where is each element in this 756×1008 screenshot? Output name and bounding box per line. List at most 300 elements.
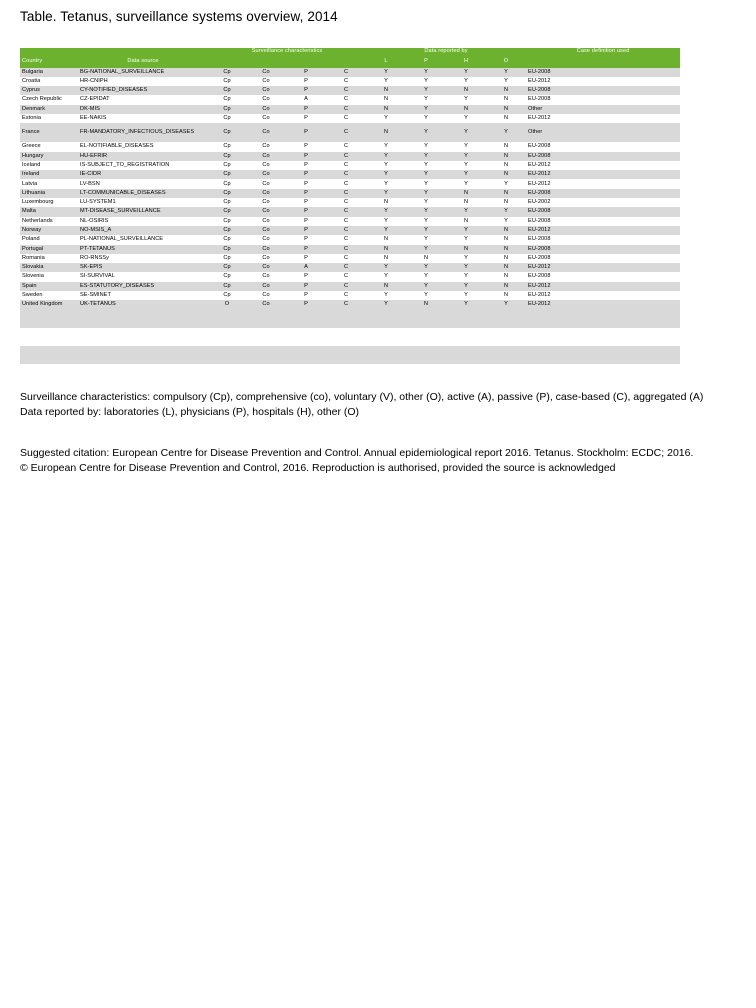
cell-sc-active-passive: P — [286, 207, 326, 216]
cell-case-definition: EU-2008 — [526, 207, 680, 216]
cell-empty — [406, 328, 446, 346]
cell-sc-case-based: C — [326, 189, 366, 198]
cell-sc-active-passive: P — [304, 77, 308, 84]
cell-sc-case-based: C — [343, 273, 349, 280]
cell-case-definition: EU-2008 — [526, 152, 680, 161]
cell-reported-other: N — [503, 199, 509, 206]
cell-reported-other: N — [486, 86, 526, 95]
cell-sc-compulsory: Cp — [208, 105, 246, 114]
cell-sc-compulsory: Cp — [223, 273, 231, 280]
cell-case-definition: EU-2012 — [526, 170, 680, 179]
cell-reported-hospitals: Y — [464, 115, 468, 122]
cell-reported-laboratories: Y — [366, 300, 406, 309]
cell-reported-hospitals: Y — [446, 152, 486, 161]
cell-reported-other: N — [503, 161, 509, 168]
cell-empty — [208, 346, 246, 364]
cell-data-source: SI-SURVIVAL — [80, 273, 115, 280]
cell-reported-hospitals: Y — [446, 170, 486, 179]
cell-reported-physicians: Y — [406, 123, 446, 142]
cell-country: Czech Republic — [22, 96, 62, 103]
cell-reported-other: N — [486, 226, 526, 235]
cell-reported-laboratories: Y — [384, 292, 388, 299]
table-row — [20, 95, 680, 104]
cell-sc-case-based: C — [326, 245, 366, 254]
cell-sc-compulsory: Cp — [223, 161, 231, 168]
header-case-definition-used: Case definition used — [526, 48, 680, 56]
table-row — [20, 217, 680, 226]
cell-sc-case-based: C — [326, 86, 366, 95]
cell-reported-physicians: Y — [424, 180, 428, 187]
cell-sc-comprehensive: Co — [246, 189, 286, 198]
cell-case-definition: EU-2012 — [528, 292, 551, 299]
cell-sc-comprehensive: Co — [246, 245, 286, 254]
cell-data-source: CY-NOTIFIED_DISEASES — [78, 86, 208, 95]
cell-empty — [246, 310, 286, 328]
cell-sc-comprehensive: Co — [262, 115, 270, 122]
table-row — [20, 282, 680, 291]
cell-reported-hospitals: Y — [464, 236, 468, 243]
cell-sc-active-passive: P — [286, 86, 326, 95]
cell-country: Hungary — [20, 152, 78, 161]
table-filler-row — [20, 346, 680, 364]
cell-reported-physicians: Y — [406, 207, 446, 216]
cell-reported-other: N — [503, 96, 509, 103]
cell-sc-compulsory: Cp — [223, 292, 231, 299]
cell-sc-comprehensive: Co — [246, 170, 286, 179]
cell-sc-compulsory: Cp — [223, 180, 231, 187]
cell-data-source: PL-NATIONAL_SURVEILLANCE — [80, 236, 164, 243]
cell-data-source: EE-NAKIS — [80, 115, 107, 122]
cell-empty — [486, 310, 526, 328]
cell-reported-physicians: Y — [424, 96, 428, 103]
cell-country: Latvia — [22, 180, 38, 187]
cell-sc-compulsory: Cp — [223, 254, 231, 261]
cell-reported-hospitals: Y — [464, 77, 468, 84]
cell-reported-other: N — [486, 189, 526, 198]
cell-empty — [78, 310, 208, 328]
cell-reported-laboratories: Y — [384, 161, 388, 168]
cell-empty — [20, 328, 78, 346]
cell-reported-physicians: Y — [406, 86, 446, 95]
cell-empty — [286, 328, 326, 346]
cell-case-definition: EU-2008 — [528, 217, 551, 224]
cell-reported-hospitals: Y — [464, 254, 468, 261]
cell-sc-compulsory: O — [208, 300, 246, 309]
cell-reported-hospitals: N — [446, 189, 486, 198]
table-row — [20, 170, 680, 179]
cell-data-source: FR-​MANDATORY_INFECTIOUS_DISEASES — [78, 123, 208, 142]
table-filler-row — [20, 310, 680, 328]
cell-country: Cyprus — [20, 86, 78, 95]
cell-reported-laboratories: N — [383, 236, 389, 243]
cell-sc-case-based: C — [343, 161, 349, 168]
cell-empty — [446, 346, 486, 364]
table-row — [20, 198, 680, 207]
cell-reported-hospitals: Y — [446, 68, 486, 77]
cell-data-source: ES-STATUTORY_DISEASES — [78, 282, 208, 291]
cell-reported-hospitals: Y — [464, 180, 468, 187]
surveillance-table-container — [20, 48, 680, 364]
cell-sc-compulsory: Cp — [223, 199, 231, 206]
cell-reported-other: Y — [504, 180, 508, 187]
cell-sc-compulsory: Cp — [223, 77, 231, 84]
cell-reported-physicians: Y — [406, 189, 446, 198]
cell-sc-case-based: C — [343, 236, 349, 243]
cell-sc-active-passive: P — [304, 292, 308, 299]
cell-sc-compulsory: Cp — [208, 123, 246, 142]
cell-data-source: IE-CIDR — [78, 170, 208, 179]
header-reported-by-laboratories: L — [366, 56, 406, 68]
cell-sc-compulsory: Cp — [208, 68, 246, 77]
table-body — [20, 68, 680, 364]
cell-country: Estonia — [22, 115, 42, 122]
cell-empty — [20, 310, 78, 328]
cell-reported-other: N — [503, 292, 509, 299]
cell-case-definition: EU-2008 — [526, 86, 680, 95]
cell-sc-case-based: C — [343, 254, 349, 261]
cell-empty — [208, 310, 246, 328]
cell-sc-compulsory: Cp — [208, 152, 246, 161]
cell-sc-case-based: C — [326, 226, 366, 235]
cell-empty — [446, 328, 486, 346]
cell-reported-hospitals: N — [446, 86, 486, 95]
cell-case-definition: EU-2012 — [526, 282, 680, 291]
cell-country: Greece — [22, 143, 41, 150]
cell-sc-comprehensive: Co — [262, 254, 270, 261]
cell-case-definition: EU-2008 — [528, 273, 551, 280]
cell-sc-case-based: C — [326, 207, 366, 216]
header-sc-3 — [286, 56, 326, 68]
table-row — [20, 68, 680, 77]
cell-country: Slovenia — [22, 273, 44, 280]
footnote-surveillance-characteristics: Surveillance characteristics: compulsory (Cp), comprehensive (co), voluntary (V), other (O), active (A), passive (P), case-based (C), aggregated (A) — [20, 391, 704, 403]
cell-sc-active-passive: P — [304, 199, 308, 206]
cell-sc-comprehensive: Co — [246, 226, 286, 235]
cell-reported-other: Y — [486, 68, 526, 77]
header-spacer-country — [20, 48, 78, 56]
cell-empty — [366, 310, 406, 328]
cell-sc-active-passive: P — [286, 170, 326, 179]
header-sc-4 — [326, 56, 366, 68]
cell-reported-other: Y — [486, 123, 526, 142]
table-row — [20, 152, 680, 161]
cell-sc-comprehensive: Co — [262, 143, 270, 150]
cell-case-definition: EU-2012 — [528, 77, 551, 84]
cell-reported-other: Y — [504, 217, 508, 224]
cell-reported-other: N — [486, 170, 526, 179]
cell-data-source: HR-CNIPH — [80, 77, 108, 84]
cell-sc-comprehensive: Co — [262, 217, 270, 224]
header-country: Country — [20, 56, 78, 68]
cell-sc-comprehensive: Co — [262, 292, 270, 299]
cell-case-definition: EU-2012 — [528, 115, 551, 122]
cell-data-source: MT-DISEASE_SURVEILLANCE — [78, 207, 208, 216]
table-row — [20, 179, 680, 188]
cell-reported-physicians: Y — [424, 199, 428, 206]
cell-country: Denmark — [20, 105, 78, 114]
cell-sc-active-passive: P — [304, 180, 308, 187]
table-row — [20, 291, 680, 300]
cell-empty — [286, 310, 326, 328]
cell-reported-physicians: Y — [406, 263, 446, 272]
table-row — [20, 235, 680, 244]
cell-sc-comprehensive: Co — [262, 236, 270, 243]
cell-reported-hospitals: Y — [446, 207, 486, 216]
cell-reported-laboratories: N — [366, 105, 406, 114]
cell-sc-case-based: C — [326, 68, 366, 77]
cell-sc-case-based: C — [343, 143, 349, 150]
cell-reported-other: Y — [504, 77, 508, 84]
footnote-data-reported-by: Data reported by: laboratories (L), physicians (P), hospitals (H), other (O) — [20, 406, 360, 418]
cell-country: Luxembourg — [22, 199, 54, 206]
cell-sc-active-passive: P — [286, 300, 326, 309]
cell-empty — [526, 346, 680, 364]
cell-reported-laboratories: Y — [384, 77, 388, 84]
cell-case-definition: EU-2008 — [526, 245, 680, 254]
table-row — [20, 226, 680, 235]
cell-reported-laboratories: Y — [384, 115, 388, 122]
table-row — [20, 114, 680, 123]
cell-case-definition: EU-2008 — [528, 254, 551, 261]
cell-reported-hospitals: Y — [464, 292, 468, 299]
cell-empty — [526, 328, 680, 346]
cell-reported-laboratories: N — [366, 86, 406, 95]
cell-sc-active-passive: P — [304, 217, 308, 224]
cell-case-definition: EU-2008 — [526, 189, 680, 198]
cell-reported-laboratories: N — [366, 282, 406, 291]
table-row — [20, 77, 680, 86]
cell-reported-laboratories: Y — [366, 263, 406, 272]
cell-sc-case-based: C — [326, 300, 366, 309]
cell-reported-physicians: Y — [406, 170, 446, 179]
cell-reported-laboratories: N — [366, 123, 406, 142]
cell-case-definition: EU-2012 — [526, 263, 680, 272]
cell-country: Bulgaria — [20, 68, 78, 77]
cell-country: United Kingdom — [20, 300, 78, 309]
table-row — [20, 161, 680, 170]
table-row — [20, 142, 680, 151]
cell-sc-compulsory: Cp — [223, 236, 231, 243]
cell-empty — [286, 346, 326, 364]
cell-data-source: NO-MSIS_A — [78, 226, 208, 235]
cell-reported-hospitals: N — [446, 245, 486, 254]
cell-empty — [78, 346, 208, 364]
cell-reported-physicians: Y — [424, 115, 428, 122]
cell-reported-physicians: Y — [424, 292, 428, 299]
header-spacer-source — [78, 48, 208, 56]
cell-country: France — [20, 123, 78, 142]
cell-data-source: LU-SYSTEM1 — [80, 199, 116, 206]
cell-sc-comprehensive: Co — [262, 96, 270, 103]
cell-empty — [246, 346, 286, 364]
cell-sc-comprehensive: Co — [262, 77, 270, 84]
cell-reported-hospitals: Y — [464, 273, 468, 280]
cell-empty — [78, 328, 208, 346]
cell-sc-case-based: C — [343, 199, 349, 206]
cell-data-source: HU-EFRIR — [78, 152, 208, 161]
cell-empty — [526, 310, 680, 328]
cell-reported-physicians: Y — [424, 217, 428, 224]
cell-sc-comprehensive: Co — [246, 105, 286, 114]
cell-sc-comprehensive: Co — [262, 180, 270, 187]
cell-reported-physicians: Y — [406, 105, 446, 114]
header-reported-by-physicians: P — [406, 56, 446, 68]
cell-reported-laboratories: Y — [384, 217, 388, 224]
cell-country: Malta — [20, 207, 78, 216]
cell-country: Netherlands — [22, 217, 53, 224]
cell-reported-other: Y — [486, 300, 526, 309]
cell-reported-laboratories: Y — [366, 226, 406, 235]
cell-reported-laboratories: N — [383, 96, 389, 103]
cell-reported-other: N — [486, 152, 526, 161]
cell-empty — [246, 328, 286, 346]
cell-reported-hospitals: Y — [446, 300, 486, 309]
cell-sc-comprehensive: Co — [246, 86, 286, 95]
cell-country: Lithuania — [20, 189, 78, 198]
cell-case-definition: EU-2012 — [526, 226, 680, 235]
cell-reported-hospitals: Y — [446, 123, 486, 142]
cell-case-definition: EU-2012 — [528, 180, 551, 187]
cell-sc-active-passive: A — [304, 96, 308, 103]
cell-empty — [446, 310, 486, 328]
cell-reported-hospitals: Y — [446, 282, 486, 291]
cell-sc-comprehensive: Co — [262, 273, 270, 280]
cell-sc-case-based: C — [343, 180, 349, 187]
cell-reported-hospitals: N — [463, 217, 469, 224]
cell-reported-laboratories: Y — [384, 180, 388, 187]
cell-reported-hospitals: Y — [446, 226, 486, 235]
table-row — [20, 254, 680, 263]
cell-reported-physicians: Y — [424, 273, 428, 280]
cell-reported-physicians: Y — [424, 161, 428, 168]
header-surveillance-characteristics: Surveillance characteristics — [208, 48, 366, 56]
cell-sc-case-based: C — [326, 123, 366, 142]
cell-sc-compulsory: Cp — [208, 245, 246, 254]
cell-sc-active-passive: P — [286, 68, 326, 77]
cell-sc-active-passive: P — [304, 236, 308, 243]
cell-reported-laboratories: Y — [366, 207, 406, 216]
cell-data-source: UK-TETANUS — [78, 300, 208, 309]
cell-country: Spain — [20, 282, 78, 291]
cell-sc-compulsory: Cp — [208, 86, 246, 95]
cell-reported-physicians: Y — [424, 77, 428, 84]
cell-case-definition: Other — [526, 123, 680, 142]
cell-country: Norway — [20, 226, 78, 235]
cell-sc-compulsory: Cp — [208, 263, 246, 272]
cell-reported-hospitals: Y — [464, 143, 468, 150]
cell-data-source: EL-NOTIFIABLE_DISEASES — [80, 143, 154, 150]
table-row — [20, 263, 680, 272]
table-row — [20, 272, 680, 281]
cell-reported-laboratories: Y — [366, 152, 406, 161]
cell-reported-hospitals: Y — [464, 161, 468, 168]
table-row — [20, 245, 680, 254]
cell-data-source: LT-COMMUNICABLE_DISEASES — [78, 189, 208, 198]
cell-reported-laboratories: Y — [366, 170, 406, 179]
cell-sc-active-passive: P — [286, 245, 326, 254]
cell-sc-comprehensive: Co — [246, 263, 286, 272]
cell-sc-compulsory: Cp — [223, 143, 231, 150]
cell-case-definition: EU-2008 — [528, 236, 551, 243]
cell-sc-comprehensive: Co — [246, 300, 286, 309]
cell-sc-comprehensive: Co — [246, 68, 286, 77]
cell-empty — [406, 346, 446, 364]
cell-reported-other: Y — [486, 207, 526, 216]
cell-case-definition: Other — [526, 105, 680, 114]
citation-block — [20, 446, 732, 476]
header-reported-by-hospitals: H — [446, 56, 486, 68]
table-filler-row — [20, 328, 680, 346]
cell-reported-physicians: Y — [406, 68, 446, 77]
cell-sc-active-passive: P — [304, 273, 308, 280]
cell-sc-case-based: C — [343, 77, 349, 84]
cell-sc-compulsory: Cp — [223, 217, 231, 224]
footnotes — [20, 390, 732, 420]
cell-empty — [406, 310, 446, 328]
header-sc-2 — [246, 56, 286, 68]
cell-empty — [326, 346, 366, 364]
cell-sc-active-passive: P — [286, 123, 326, 142]
header-sub-row — [20, 56, 680, 68]
cell-reported-laboratories: N — [383, 254, 389, 261]
cell-sc-case-based: C — [326, 152, 366, 161]
surveillance-table — [20, 48, 680, 364]
cell-reported-physicians: Y — [406, 226, 446, 235]
cell-empty — [20, 346, 78, 364]
cell-sc-case-based: C — [343, 217, 349, 224]
cell-empty — [486, 346, 526, 364]
cell-reported-hospitals: Y — [446, 263, 486, 272]
cell-reported-other: N — [503, 236, 509, 243]
cell-sc-compulsory: Cp — [208, 189, 246, 198]
cell-reported-laboratories: Y — [366, 189, 406, 198]
cell-sc-case-based: C — [343, 115, 349, 122]
cell-reported-other: N — [503, 273, 509, 280]
table-row — [20, 105, 680, 114]
cell-sc-active-passive: P — [286, 282, 326, 291]
cell-data-source: IS-SUBJECT_TO_REGISTRATION — [80, 161, 170, 168]
table-row — [20, 300, 680, 309]
header-data-source: Data source — [78, 56, 208, 68]
table-row — [20, 207, 680, 216]
cell-data-source: RO-RNSSy — [80, 254, 109, 261]
cell-reported-laboratories: Y — [384, 273, 388, 280]
cell-reported-physicians: Y — [406, 152, 446, 161]
table-row — [20, 86, 680, 95]
cell-sc-active-passive: P — [304, 254, 308, 261]
cell-empty — [366, 346, 406, 364]
cell-data-source: SK-EPIS — [78, 263, 208, 272]
cell-empty — [486, 328, 526, 346]
cell-sc-case-based: C — [343, 96, 349, 103]
cell-data-source: LV-BSN — [80, 180, 100, 187]
cell-reported-laboratories: Y — [384, 143, 388, 150]
copyright-notice: © European Centre for Disease Prevention and Control, 2016. Reproduction is authorised, provided the source is acknowledged — [20, 462, 616, 474]
header-group-row — [20, 48, 680, 56]
cell-sc-active-passive: P — [286, 105, 326, 114]
cell-empty — [366, 328, 406, 346]
cell-empty — [326, 310, 366, 328]
cell-reported-other: N — [503, 115, 509, 122]
suggested-citation: Suggested citation: European Centre for Disease Prevention and Control. Annual epidemiological report 2016. Tetanus. Stockholm: ECDC; 2016. — [20, 447, 694, 459]
cell-reported-other: N — [486, 263, 526, 272]
cell-reported-hospitals: N — [463, 199, 469, 206]
cell-reported-other: N — [503, 143, 509, 150]
cell-reported-physicians: Y — [406, 282, 446, 291]
cell-reported-other: N — [486, 105, 526, 114]
cell-reported-physicians: Y — [424, 143, 428, 150]
cell-sc-compulsory: Cp — [208, 282, 246, 291]
